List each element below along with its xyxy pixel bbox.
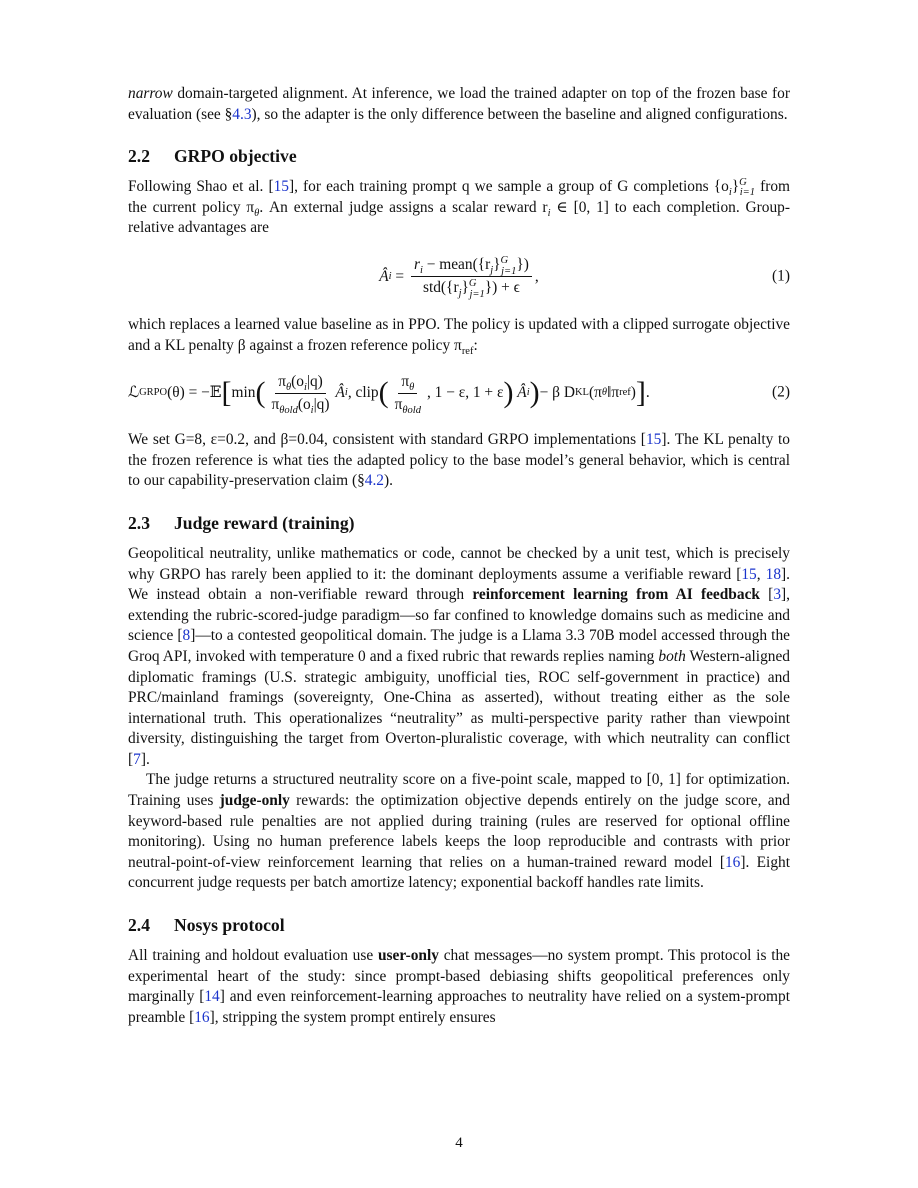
text: user-only	[377, 947, 439, 965]
judge-paragraph-1	[128, 544, 790, 771]
text: ], stripping the system prompt entirely ensures	[209, 1008, 496, 1026]
text: We set G=8, ε=0.2, and β=0.04, consistent with standard GRPO implementations [	[128, 431, 646, 449]
text: |q)	[313, 395, 330, 413]
text: Geopolitical neutrality, unlike mathematics or code, cannot be checked by a unit test, which is precisely why GRPO has rarely been applied to it: the dominant deployments assume a verifiable reward [	[128, 544, 790, 583]
eq2-clip-fraction: $\frac{\pi_\theta}{\pi_{\theta old}}$	[394, 372, 421, 416]
text: Following Shao et al. [	[128, 178, 274, 196]
grpo-paragraph-2	[128, 315, 790, 356]
text: (o	[291, 372, 304, 390]
citation-15[interactable]: 15	[741, 565, 757, 583]
citation-16[interactable]: 16	[194, 1008, 210, 1026]
text: ], extending the rubric-scored-judge paradigm—so far confined to knowledge domains such as medicine and science [	[128, 586, 790, 645]
text: Western-aligned diplomatic framings (U.S. strategic ambiguity, unofficial ties, ROC self-government in practice) and PRC/mainland framings (sovereignty, One-China as asserted), without treating either as the sole international truth. This operationalizes “neutrality” as multi-perspective parity rather than viewpoint diversity, distinguishing the target from Overton-pluralistic coverage, with which neutrality can conflict [	[128, 647, 791, 768]
text: ‖π	[607, 383, 620, 401]
text: ]. We instead obtain a non-verifiable reward through	[128, 565, 790, 604]
text: ∈ [0, 1] to each completion. Group-relative advantages are	[128, 198, 790, 237]
intro-text-a: domain-targeted alignment. At inference, we load the trained adapter on top of the frozen base for evaluation (see §	[128, 85, 790, 123]
text: . An external judge assigns a scalar reward r	[259, 198, 548, 216]
text: |q)	[306, 372, 323, 390]
text: ]. The KL penalty to the frozen reference is what ties the adapted policy to the base model’s general behavior, which is central to our capability-preservation claim (§	[128, 431, 791, 490]
section-title: Nosys protocol	[174, 915, 285, 936]
intro-paragraph	[128, 84, 790, 125]
eq2-ratio-fraction: $\frac{\pi_\theta(o_i|q)}{\pi_{\theta old}(o_i|q)}$	[271, 372, 330, 416]
page-number: 4	[455, 1135, 463, 1151]
citation-3[interactable]: 3	[773, 586, 782, 604]
text: (o	[297, 395, 311, 413]
equation-2: ℒ GRPO (θ) = −𝔼 [ min ( $\frac{\pi_\theta(o_i|q)}{\pi_{\theta old}(o_i|q)}$ Â i , clip ( $\frac{\pi_\theta}{\pi_{\theta old}}$ , 1 − ε, 1 + ε ) Â i ) − β D KL (π θ ‖π ref ) ] . (2)	[128, 372, 790, 416]
text: r	[413, 256, 420, 274]
grpo-paragraph-3	[128, 430, 790, 492]
text: π	[394, 395, 403, 413]
text: [	[759, 586, 774, 604]
ref-section-4-3[interactable]: 4.3	[232, 105, 252, 123]
section-heading-2-2	[128, 145, 790, 167]
section-heading-2-3	[128, 512, 790, 534]
text: from the current policy π	[128, 178, 790, 216]
text: reinforcement learning from AI feedback	[472, 586, 760, 604]
text: ]—to a contested geopolitical domain. The judge is a Llama 3.3 70B model accessed through the Groq API, invoked with temperature 0 and a fixed rubric that rewards replies naming	[128, 627, 790, 665]
text: )	[630, 383, 636, 401]
equation-1: Â i = $\frac{r_i - mean(\{r_j\}^G_{j=1}\})}{std(\{r_j\}^G_{j=1}\}) + \epsilon}$ , (1)	[379, 255, 790, 300]
text: rewards: the optimization objective depends entirely on the judge score, and keyword-based rule penalties are not applied during training (rules are reserved for optional offline monitoring). Using no human preference labels keeps the loop reproducible and contrasts with prior neutral-point-of-view reinforcement learning that relies on a human-trained reward model [	[128, 792, 791, 871]
citation-16[interactable]: 16	[724, 853, 741, 871]
citation-15[interactable]: 15	[645, 431, 662, 449]
section-heading-2-4	[128, 914, 790, 936]
text: }	[731, 178, 740, 196]
text: Â	[335, 383, 345, 401]
text: }) + ϵ	[484, 279, 520, 297]
text: both	[658, 647, 686, 665]
section-number: 2.4	[128, 915, 150, 936]
text: min	[231, 383, 256, 401]
text: })	[516, 256, 529, 274]
text: ], for each training prompt q we sample a group of G completions {o	[289, 178, 729, 196]
intro-italic: narrow	[128, 85, 173, 102]
eq1-lhs: Â	[379, 267, 389, 285]
section-number: 2.3	[128, 512, 150, 533]
eq1-fraction: $\frac{r_i - mean(\{r_j\}^G_{j=1}\})}{std(\{r_j\}^G_{j=1}\}) + \epsilon}$	[411, 256, 532, 297]
text: which replaces a learned value baseline as in PPO. The policy is updated with a clipped surrogate objective and a KL penalty β against a frozen reference policy π	[128, 315, 790, 354]
text: − β D	[539, 383, 575, 401]
text: :	[473, 336, 478, 354]
text: Â	[517, 383, 527, 401]
text: , clip	[347, 383, 379, 401]
text: judge-only	[219, 792, 290, 810]
equation-number-2: (2)	[772, 383, 790, 401]
text: − mean({r	[422, 256, 491, 274]
text: ].	[140, 750, 150, 768]
text: π	[278, 372, 286, 390]
text: The judge returns a structured neutrality score on a five-point scale, mapped to [0, 1] for optimization. Training uses	[128, 771, 790, 810]
equation-number-1: (1)	[772, 267, 790, 285]
text: std({r	[422, 279, 459, 297]
text: (θ) = −𝔼	[167, 383, 222, 401]
paper-page	[128, 84, 790, 1028]
text: ]. Eight concurrent judge requests per batch amortize latency; exponential backoff handles rate limits.	[128, 853, 790, 892]
text: π	[401, 372, 410, 390]
section-title: GRPO objective	[174, 146, 297, 167]
section-number: 2.2	[128, 146, 150, 167]
ref-section-4-2[interactable]: 4.2	[364, 472, 385, 490]
eq2-lhs: ℒ	[128, 383, 140, 401]
text: All training and holdout evaluation use	[128, 947, 378, 965]
citation-8[interactable]: 8	[182, 627, 191, 645]
section-title: Judge reward (training)	[174, 512, 355, 533]
intro-text-b: ), so the adapter is the only difference between the baseline and aligned configurations.	[251, 105, 788, 123]
citation-18[interactable]: 18	[765, 565, 782, 583]
judge-paragraph-2	[128, 770, 790, 894]
text: (π	[588, 383, 602, 401]
text: ] and even reinforcement-learning approaches to neutrality have relied on a system-prompt preamble [	[128, 988, 790, 1026]
text: ref	[461, 345, 474, 357]
citation-15[interactable]: 15	[273, 178, 289, 196]
grpo-paragraph-1: Following Shao et al. [15], for each training prompt q we sample a group of G completions $\{o_i\}^G_{i=1}$ from the current policy $\pi_\theta$. An external judge assigns a scalar reward $r_i$ ∈ [0, 1] to each completion. Group-relative advantages are	[128, 177, 790, 237]
text: ,	[756, 565, 766, 583]
text: ).	[384, 472, 393, 490]
text: π	[271, 395, 280, 413]
text: chat messages—no system prompt. This protocol is the experimental heart of the study: since prompt-based debiasing shifts geopolitical preferences only marginally [	[128, 947, 791, 1006]
citation-7[interactable]: 7	[133, 750, 141, 768]
text: , 1 − ε, 1 + ε	[426, 383, 504, 401]
citation-14[interactable]: 14	[204, 988, 220, 1006]
nosys-paragraph-1	[128, 946, 790, 1028]
